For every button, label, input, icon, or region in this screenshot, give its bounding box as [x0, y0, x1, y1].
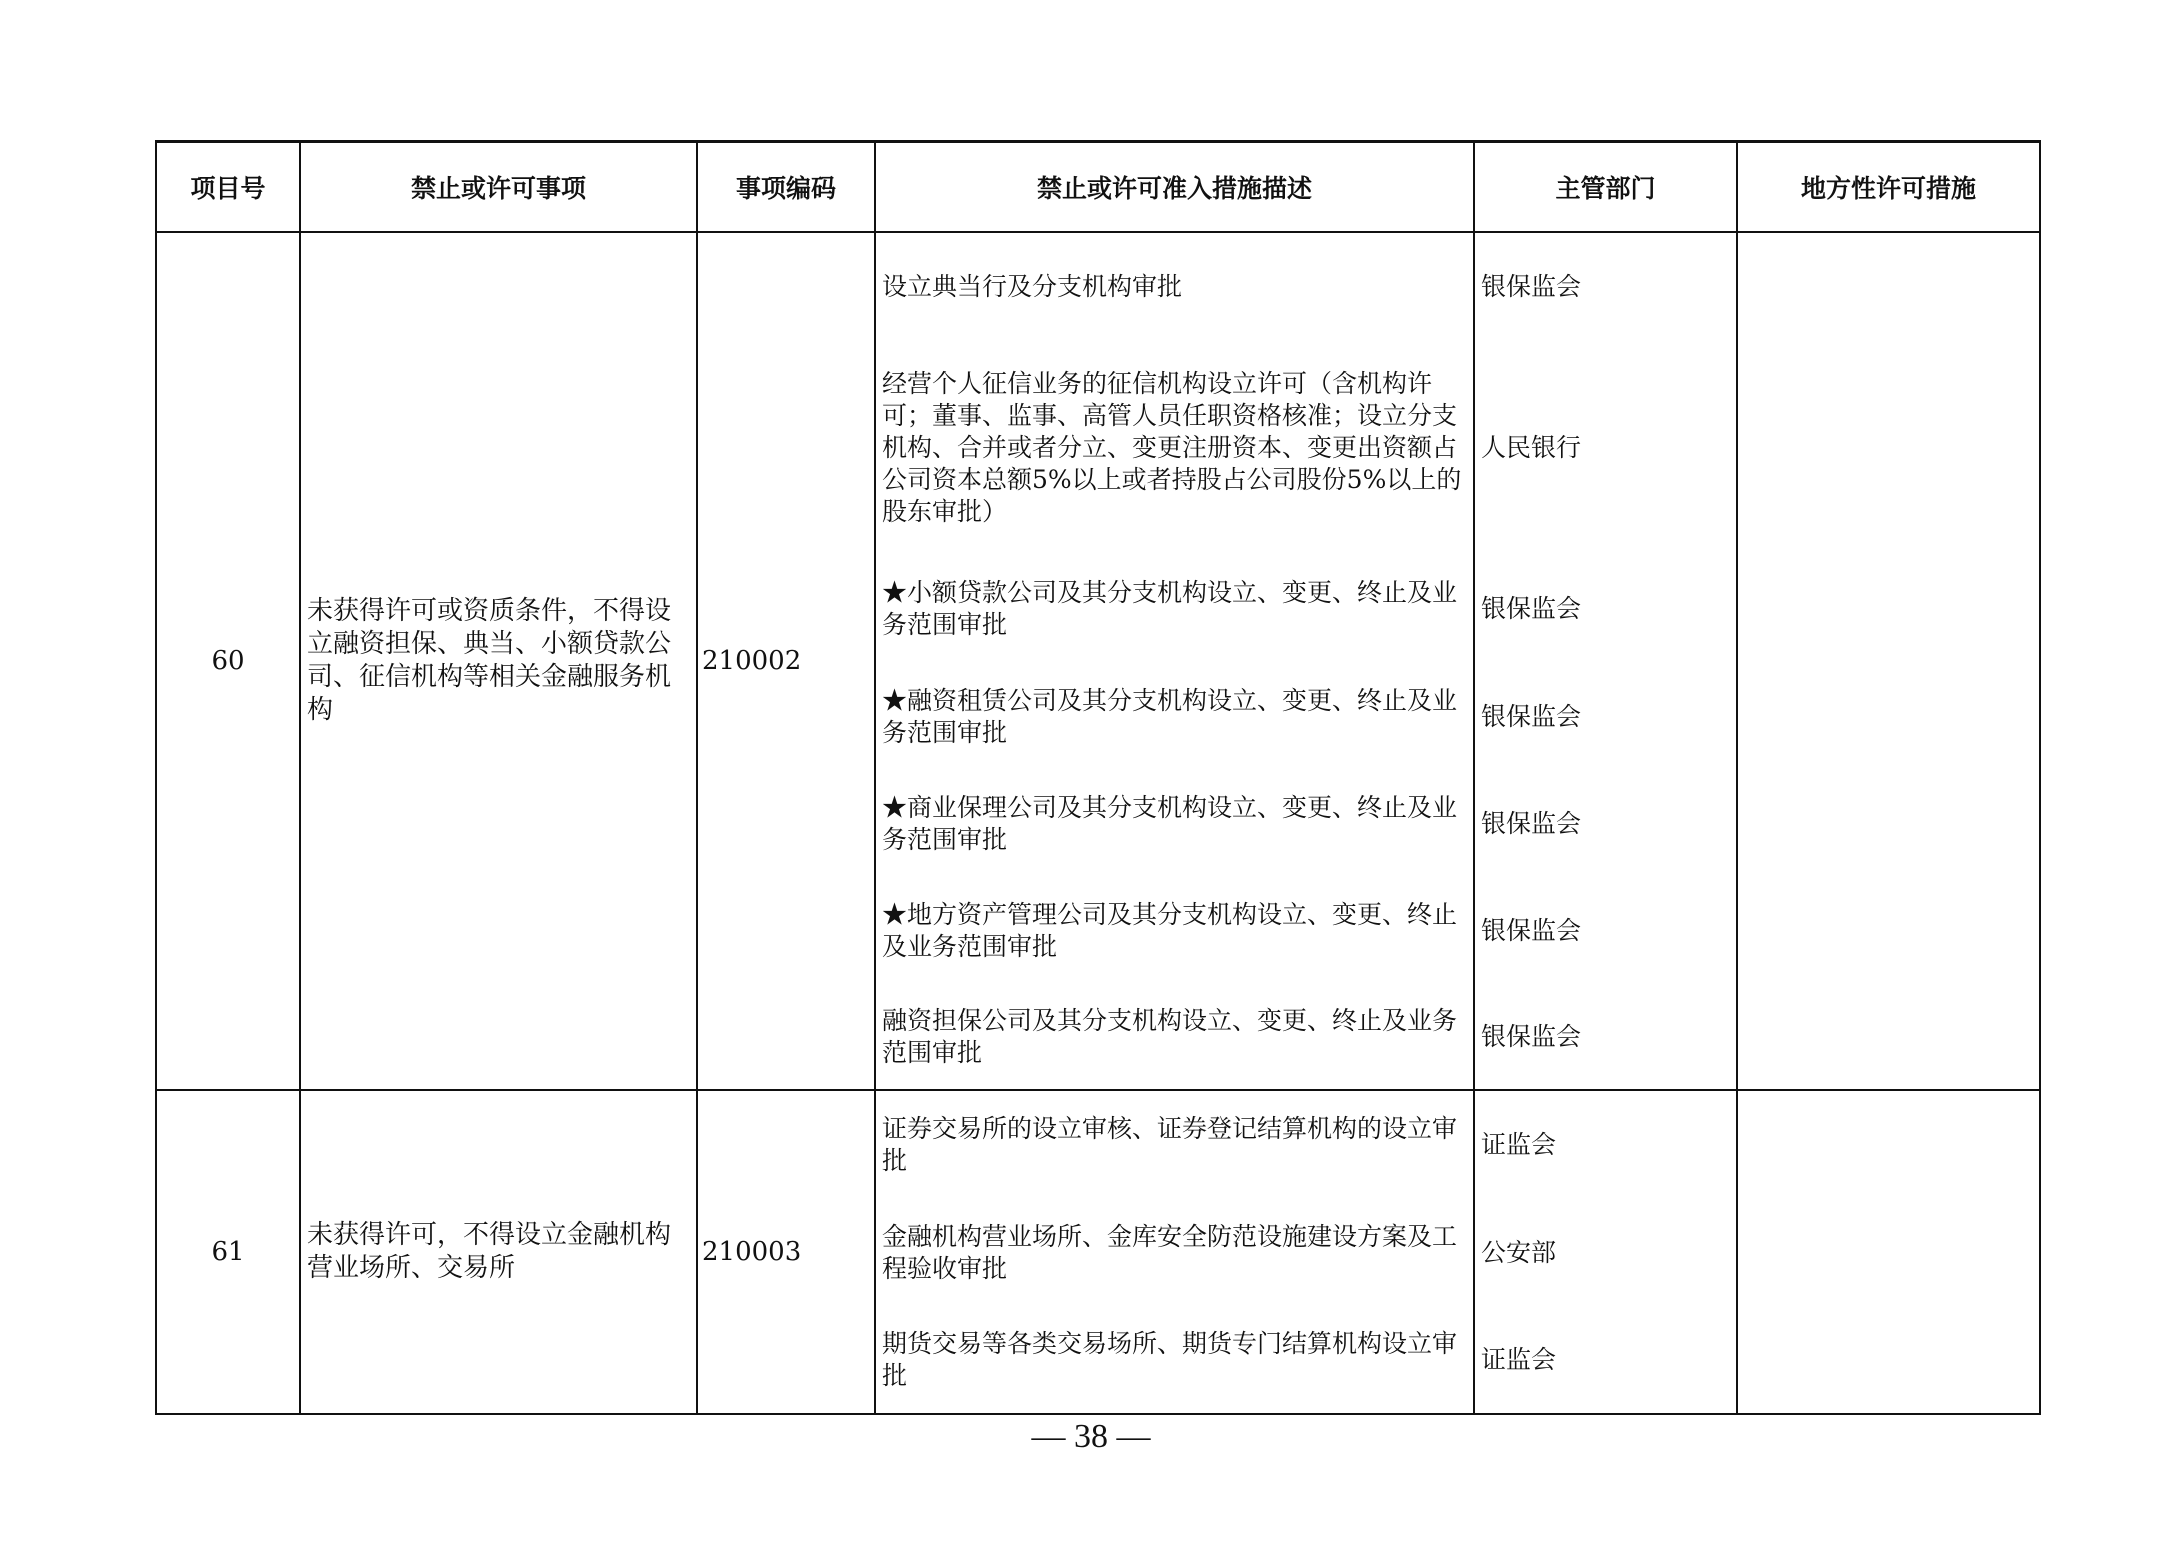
header-item: 禁止或许可事项 [300, 142, 697, 233]
measure-description: ★地方资产管理公司及其分支机构设立、变更、终止及业务范围审批 [882, 899, 1458, 961]
measure-item [876, 1306, 1473, 1413]
page-number: — 38 — [1031, 1418, 1151, 1455]
department-label: 银保监会 [1481, 915, 1582, 945]
local-measures-cell [1737, 1090, 2040, 1414]
department-label: 银保监会 [1481, 1021, 1582, 1051]
measures-department-cell [1474, 1090, 1737, 1414]
department-item [1475, 233, 1736, 341]
measure-description: 证券交易所的设立审核、证券登记结算机构的设立审批 [882, 1114, 1458, 1175]
department-item [1475, 1199, 1736, 1306]
measure-item [876, 341, 1473, 555]
item-text: 未获得许可，不得设立金融机构营业场所、交易所 [300, 1090, 697, 1414]
department-item [1475, 555, 1736, 663]
department-item [1475, 1306, 1736, 1413]
measure-description: 设立典当行及分支机构审批 [882, 272, 1183, 301]
department-item [1475, 341, 1736, 555]
item-text: 未获得许可或资质条件，不得设立融资担保、典当、小额贷款公司、征信机构等相关金融服务机构 [300, 232, 697, 1090]
department-item [1475, 984, 1736, 1089]
department-label: 银保监会 [1481, 594, 1582, 623]
measures-description-cell [875, 232, 1474, 1090]
department-label: 人民银行 [1481, 433, 1582, 462]
department-label: 银保监会 [1481, 808, 1582, 838]
department-label: 银保监会 [1481, 701, 1582, 731]
measure-description: 经营个人征信业务的征信机构设立许可（含机构许可；董事、监事、高管人员任职资格核准；设立分支机构、合并或者分立、变更注册资本、变更出资额占公司资本总额5%以上或者持股占公司股份5%以上的股东审批） [882, 369, 1462, 526]
department-label: 公安部 [1481, 1237, 1557, 1267]
department-item [1475, 877, 1736, 984]
measure-item [876, 233, 1473, 341]
measure-item [876, 1199, 1473, 1306]
measures-department-cell [1474, 232, 1737, 1090]
measures-description-cell [875, 1090, 1474, 1414]
measures-list [876, 233, 1473, 1089]
local-measures-cell [1737, 232, 2040, 1090]
item-number: 60 [156, 232, 300, 1090]
table-header-row [156, 142, 2040, 233]
header-description: 禁止或许可准入措施描述 [875, 142, 1474, 233]
department-list [1475, 233, 1736, 1089]
measure-item [876, 877, 1473, 984]
item-code: 210002 [697, 232, 875, 1090]
header-code: 事项编码 [697, 142, 875, 233]
measure-item [876, 984, 1473, 1089]
department-label: 证监会 [1481, 1344, 1557, 1374]
measures-list [876, 1091, 1473, 1413]
measure-item [876, 1091, 1473, 1199]
header-local-measures: 地方性许可措施 [1737, 142, 2040, 233]
measure-description: ★商业保理公司及其分支机构设立、变更、终止及业务范围审批 [882, 792, 1458, 854]
measure-description: 金融机构营业场所、金库安全防范设施建设方案及工程验收审批 [882, 1221, 1458, 1283]
header-department: 主管部门 [1474, 142, 1737, 233]
measure-description: ★小额贷款公司及其分支机构设立、变更、终止及业务范围审批 [882, 578, 1458, 639]
department-item [1475, 770, 1736, 877]
measure-description: 融资担保公司及其分支机构设立、变更、终止及业务范围审批 [882, 1005, 1458, 1067]
department-label: 银保监会 [1481, 272, 1582, 301]
measure-item [876, 555, 1473, 663]
department-item [1475, 663, 1736, 770]
measure-description: ★融资租赁公司及其分支机构设立、变更、终止及业务范围审批 [882, 685, 1458, 747]
item-code: 210003 [697, 1090, 875, 1414]
department-list [1475, 1091, 1736, 1413]
table-row [156, 1090, 2040, 1414]
item-number: 61 [156, 1090, 300, 1414]
department-item [1475, 1091, 1736, 1199]
measure-description: 期货交易等各类交易场所、期货专门结算机构设立审批 [882, 1328, 1458, 1390]
department-label: 证监会 [1481, 1130, 1557, 1159]
measure-item [876, 663, 1473, 770]
header-item-no: 项目号 [156, 142, 300, 233]
table-row [156, 232, 2040, 1090]
regulation-table [155, 140, 2041, 1415]
measure-item [876, 770, 1473, 877]
